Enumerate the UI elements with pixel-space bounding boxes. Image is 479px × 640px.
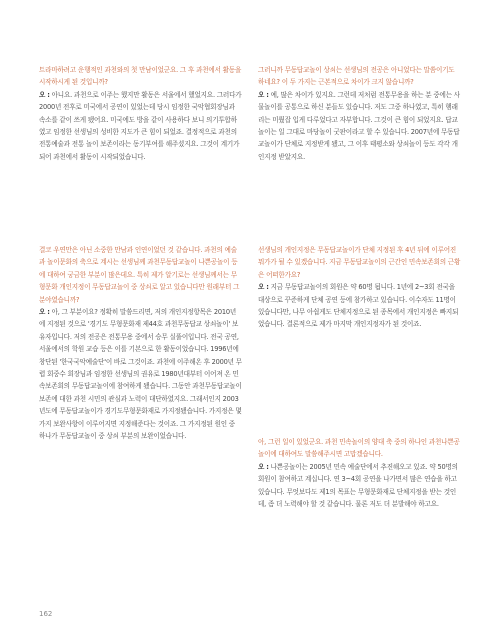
interview-answer [258, 461, 461, 511]
interview-answer [39, 306, 242, 442]
interview-question: 트라마하려고 운행적인 과천와의 첫 만남이었군요. 그 후 과천에서 활동을 시작하시게 된 것입니까? [39, 66, 242, 87]
qa-block-2 [39, 244, 242, 443]
answer-text: 예, 많은 차이가 있지요. 그런데 저처럼 전통무용을 하는 분 중에는 사물놀이를 공통으로 하신 분들도 있습니다. 저도 그중 하나였고, 특히 햄래리는 미뤘잡 입게 다루었다고 자부합니다. 그것이 큰 힘이 되었지요. 답교놀이는 일 그대로 마당놀이 굿판이라고 할 수 있습니다. 2007년에 무동답교놀이가 단체로 지정받게 됐고, 그 이후 태평소와 상쇠놀이 등도 각각 개인지정 받았지요. [258, 90, 460, 161]
interview-question: 결코 우연만은 아닌 소중한 만남과 인연이었던 것 같습니다. 과천의 예술과 놀이문화의 축으로 계시는 선생님께 과천무동답교놀이 나쁜공놀이 등에 대하여 궁금한 부분이 많은데요. 특히 제가 알기로는 선생님께서는 무형문화 개인지정이 무동답교놀이 중 상쇠로 알고 있습니다만 원래부터 그 분야였습니까? [39, 246, 240, 304]
interview-question: 그러니까 무동답교놀이 상쇠는 선생님의 전공은 아니었다는 말씀이기도 하네요? 이 두 가지는 근본적으로 차이가 크지 않습니까? [258, 66, 455, 87]
answer-label: 오 : [258, 90, 269, 99]
answer-text: 아니요. 과천으로 이주는 했지만 활동은 서울에서 했었지요. 그러다가 2000년 전후로 미국에서 공연이 있었는데 당시 임정한 국악협회장님과 속소를 같이 쓰게 됐어요. 미국에도 방을 같이 사용하다 보니 의기투합하였고 임정한 선생님의 성비한 지도가 큰 힘이 되었죠. 결정적으로 과천의 전통예술과 전통 놀이 보존이라는 동기부여를 해주셨지요. 그것이 계기가 되어 과천에서 활동이 시작되었습니다. [39, 90, 242, 161]
interview-answer [258, 281, 461, 331]
interview-question: 아, 그런 일이 있었군요. 과천 민속놀이의 양대 축 중의 하나인 과천나쁜공놀이에 대하여도 말씀해주시면 고맙겠습니다. [258, 438, 460, 459]
answer-label: 오 : [258, 283, 269, 292]
interview-answer [258, 89, 461, 163]
answer-label: 오 : [258, 462, 269, 471]
interview-question: 선생님의 개인지정은 무동답교놀이가 단체 지정된 후 4년 뒤에 이루어진 뭐가가 될 수 있겠습니다. 지금 무동답교놀이의 근간인 민속보존회의 근황은 어떠한가요? [258, 246, 461, 279]
answer-text: 나쁜공놀이는 2005년 민속 예술단에서 추진해오고 있죠. 약 50명의 회원이 참여하고 계십니다. 연 3~4회 공연을 나가면서 많은 연습을 하고 있습니다. 무엇보다도 제1의 목표는 무형문화재로 단체지정을 받는 것인데, 좀 더 노력해야 할 것 같습니다. 물론 저도 더 분발해야 하고요. [258, 462, 458, 509]
answer-text: 지금 무동답교놀이의 회원은 약 60명 됩니다. 1년에 2~3회 전국을 대상으로 꾸준하게 단체 공연 등에 참가하고 있습니다. 이수자도 11명이 있습니다만, 나무 아쉽게도 단체지정으로 된 종목에서 개인지정은 빠지되었습니다. 결론적으로 제가 마지막 개인지정자가 된 것이죠. [258, 283, 459, 329]
answer-text: 아, 그 부분이요? 정확히 말씀드리면, 저의 개인지정항목은 2010년에 지정된 것으로 '경기도 무형문화재 제44호 과천무동답교 상쇠놀이' 보유자입니다. 저의 전공은 전통무용 중에서 승무 실풀이입니다. 전국 공연, 서울에서의 학원 교습 등은 이를 기본으로 한 활동이었습니다. 1996년에 창단된 '한국국악예술단'이 바로 그것이죠. 과천에 이주해온 후 2000년 무렵 회중수 회장님과 임정한 선생님의 권유로 1980년대부터 이어져 온 민속보존회의 무동답교놀이에 참여하게 됐습니다. 그동안 과천무동답교놀이 보존에 대한 과천 시민의 관심과 노력이 대단하였지요. 그래서인지 2003년도에 무동답교놀이가 경기도무형문화재로 가지정됐습니다. 가지정은 몇 가지 보완사항이 이루어지면 지정해준다는 것이죠. 그 가지정된 원인 중 하나가 무동답교놀이 중 상쇠 부분의 보완이었습니다. [39, 308, 242, 441]
page-number: 162 [39, 610, 53, 618]
qa-block-1 [39, 64, 242, 163]
qa-block-5 [258, 436, 461, 510]
interview-answer [39, 89, 242, 163]
answer-label: 오 : [39, 90, 50, 99]
answer-label: 오 : [39, 308, 50, 317]
qa-block-4 [258, 244, 461, 331]
qa-block-3 [258, 64, 461, 163]
